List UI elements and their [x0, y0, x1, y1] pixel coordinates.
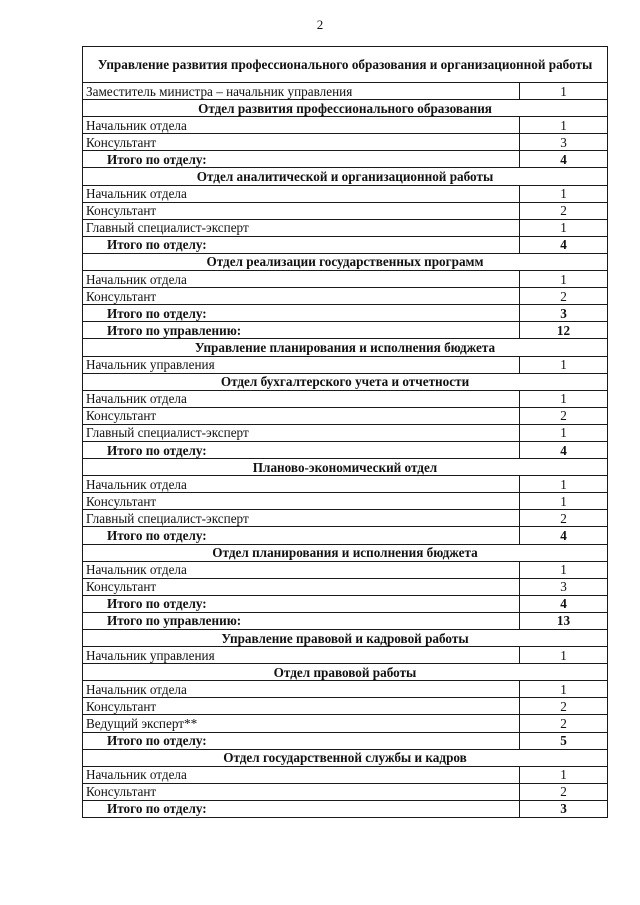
position-row	[83, 561, 608, 578]
position-count: 1	[520, 647, 608, 664]
total-row	[83, 236, 608, 253]
position-count: 1	[520, 185, 608, 202]
section-heading: Отдел государственной службы и кадров	[83, 749, 608, 766]
position-name: Заместитель министра – начальник управления	[83, 83, 520, 100]
total-row	[83, 441, 608, 458]
total-label: Итого по отделу:	[83, 527, 520, 544]
total-count: 4	[520, 595, 608, 612]
total-count: 4	[520, 527, 608, 544]
section-heading-row	[83, 459, 608, 476]
position-count: 2	[520, 715, 608, 732]
position-row	[83, 288, 608, 305]
position-row	[83, 83, 608, 100]
section-heading-row	[83, 47, 608, 83]
position-name: Начальник отдела	[83, 390, 520, 407]
position-row	[83, 407, 608, 424]
position-name: Начальник отдела	[83, 561, 520, 578]
position-name: Консультант	[83, 493, 520, 510]
section-heading: Отдел аналитической и организационной работы	[83, 168, 608, 185]
position-count: 1	[520, 476, 608, 493]
total-count: 5	[520, 732, 608, 749]
position-name: Консультант	[83, 783, 520, 800]
position-count: 1	[520, 681, 608, 698]
position-row	[83, 202, 608, 219]
position-count: 2	[520, 202, 608, 219]
position-count: 2	[520, 510, 608, 527]
position-name: Начальник отдела	[83, 271, 520, 288]
position-row	[83, 476, 608, 493]
total-label: Итого по отделу:	[83, 732, 520, 749]
position-name: Главный специалист-эксперт	[83, 219, 520, 236]
position-row	[83, 698, 608, 715]
position-name: Начальник отдела	[83, 185, 520, 202]
position-count: 1	[520, 271, 608, 288]
position-count: 3	[520, 134, 608, 151]
position-row	[83, 715, 608, 732]
total-row	[83, 305, 608, 322]
section-heading: Отдел бухгалтерского учета и отчетности	[83, 373, 608, 390]
total-count: 4	[520, 151, 608, 168]
position-row	[83, 390, 608, 407]
section-heading-row	[83, 373, 608, 390]
section-heading-row	[83, 339, 608, 356]
staffing-table-body	[83, 47, 608, 818]
position-name: Главный специалист-эксперт	[83, 424, 520, 441]
total-label: Итого по управлению:	[83, 322, 520, 339]
total-row	[83, 595, 608, 612]
position-count: 1	[520, 561, 608, 578]
position-name: Начальник управления	[83, 356, 520, 373]
section-heading: Отдел реализации государственных программ	[83, 253, 608, 270]
position-name: Начальник отдела	[83, 476, 520, 493]
section-heading-row	[83, 544, 608, 561]
total-row	[83, 732, 608, 749]
section-heading-row	[83, 168, 608, 185]
position-name: Консультант	[83, 202, 520, 219]
position-name: Начальник отдела	[83, 681, 520, 698]
total-row	[83, 800, 608, 817]
position-count: 2	[520, 407, 608, 424]
total-label: Итого по отделу:	[83, 151, 520, 168]
position-count: 1	[520, 390, 608, 407]
staffing-table	[82, 46, 608, 818]
total-label: Итого по управлению:	[83, 612, 520, 629]
position-name: Консультант	[83, 578, 520, 595]
section-heading: Управление правовой и кадровой работы	[83, 630, 608, 647]
position-row	[83, 117, 608, 134]
section-heading-row	[83, 749, 608, 766]
position-count: 2	[520, 288, 608, 305]
total-row	[83, 151, 608, 168]
position-name: Консультант	[83, 288, 520, 305]
position-row	[83, 185, 608, 202]
position-name: Консультант	[83, 407, 520, 424]
position-row	[83, 493, 608, 510]
total-count: 13	[520, 612, 608, 629]
position-row	[83, 766, 608, 783]
section-heading-row	[83, 664, 608, 681]
total-count: 12	[520, 322, 608, 339]
position-name: Начальник управления	[83, 647, 520, 664]
section-heading: Отдел развития профессионального образования	[83, 100, 608, 117]
position-count: 1	[520, 356, 608, 373]
total-row	[83, 612, 608, 629]
total-label: Итого по отделу:	[83, 441, 520, 458]
position-row	[83, 510, 608, 527]
position-name: Консультант	[83, 134, 520, 151]
position-row	[83, 647, 608, 664]
position-count: 2	[520, 783, 608, 800]
position-count: 3	[520, 578, 608, 595]
section-heading: Отдел планирования и исполнения бюджета	[83, 544, 608, 561]
section-heading: Планово-экономический отдел	[83, 459, 608, 476]
position-count: 1	[520, 766, 608, 783]
section-heading: Управление планирования и исполнения бюджета	[83, 339, 608, 356]
position-count: 1	[520, 424, 608, 441]
section-heading-row	[83, 253, 608, 270]
total-row	[83, 527, 608, 544]
total-label: Итого по отделу:	[83, 236, 520, 253]
position-row	[83, 578, 608, 595]
position-name: Консультант	[83, 698, 520, 715]
position-count: 1	[520, 493, 608, 510]
total-count: 4	[520, 441, 608, 458]
page-number: 2	[316, 17, 324, 32]
total-row	[83, 322, 608, 339]
section-heading: Отдел правовой работы	[83, 664, 608, 681]
section-heading-row	[83, 630, 608, 647]
total-label: Итого по отделу:	[83, 800, 520, 817]
position-count: 2	[520, 698, 608, 715]
position-count: 1	[520, 219, 608, 236]
section-heading-row	[83, 100, 608, 117]
position-count: 1	[520, 117, 608, 134]
position-count: 1	[520, 83, 608, 100]
position-name: Ведущий эксперт**	[83, 715, 520, 732]
position-name: Главный специалист-эксперт	[83, 510, 520, 527]
position-row	[83, 681, 608, 698]
position-row	[83, 424, 608, 441]
section-heading: Управление развития профессионального образования и организационной работы	[83, 47, 608, 83]
position-row	[83, 219, 608, 236]
total-count: 3	[520, 800, 608, 817]
total-count: 4	[520, 236, 608, 253]
position-name: Начальник отдела	[83, 766, 520, 783]
position-row	[83, 134, 608, 151]
position-row	[83, 356, 608, 373]
position-row	[83, 783, 608, 800]
position-row	[83, 271, 608, 288]
position-name: Начальник отдела	[83, 117, 520, 134]
total-label: Итого по отделу:	[83, 595, 520, 612]
total-count: 3	[520, 305, 608, 322]
total-label: Итого по отделу:	[83, 305, 520, 322]
